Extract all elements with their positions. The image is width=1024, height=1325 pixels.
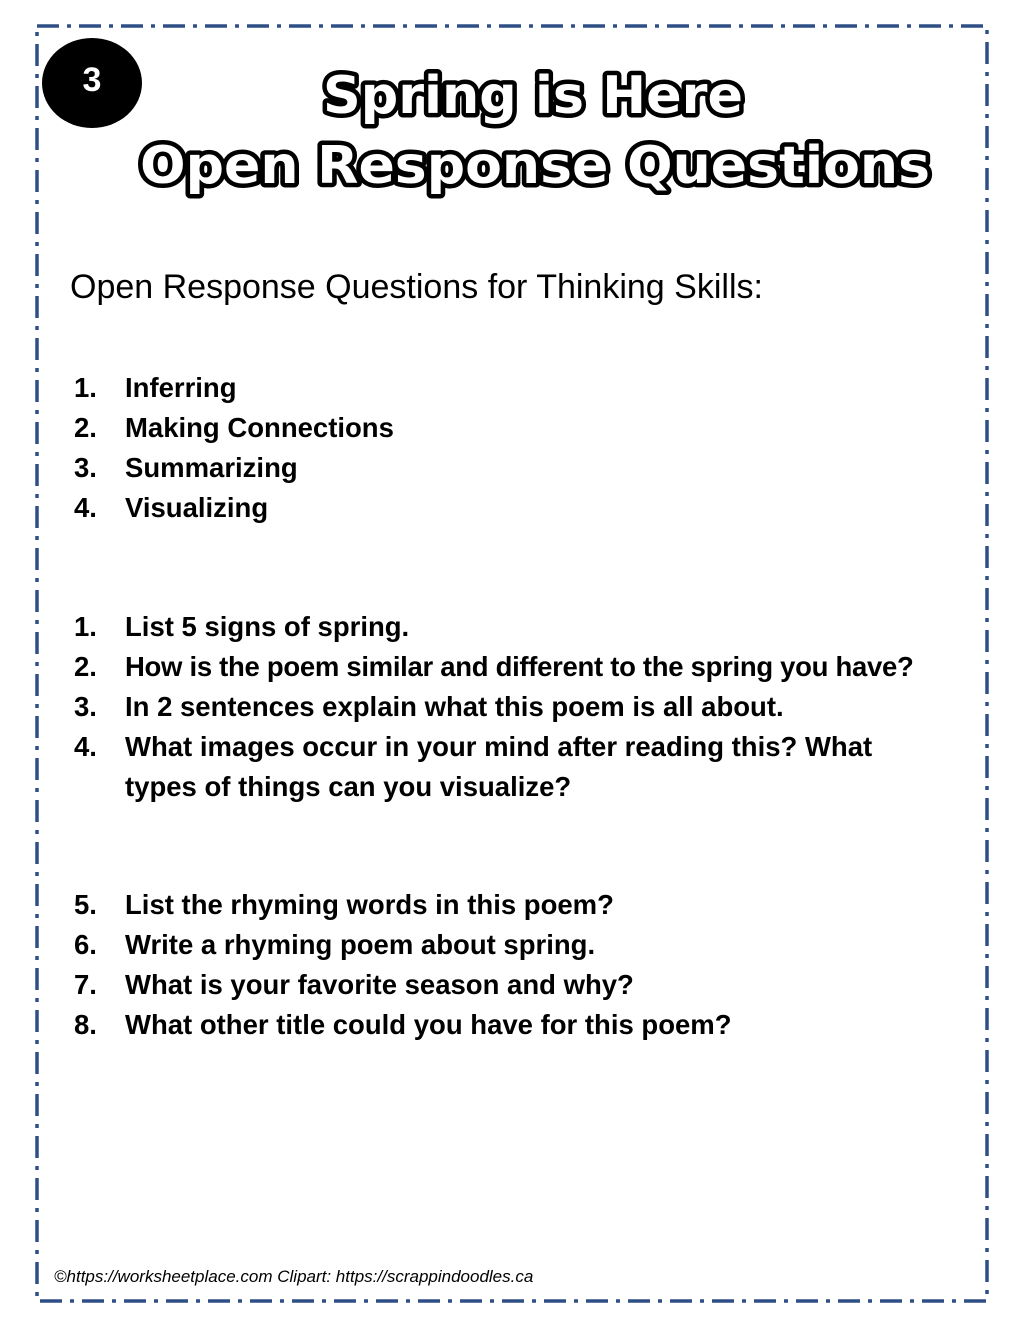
item-text: List the rhyming words in this poem? [125, 889, 614, 920]
list-item [74, 607, 995, 647]
item-number: 2. [74, 412, 97, 443]
item-number: 1. [74, 611, 97, 642]
footer-credit: ©https://worksheetplace.com Clipart: https://scrappindoodles.ca [54, 1267, 534, 1286]
item-number: 1. [74, 372, 97, 403]
list-item [74, 727, 995, 807]
item-number: 3. [74, 691, 97, 722]
item-number: 4. [74, 492, 97, 523]
page-number: 3 [82, 61, 102, 99]
item-text: Write a rhyming poem about spring. [125, 929, 596, 960]
item-number: 2. [74, 651, 97, 682]
item-text: Visualizing [125, 492, 269, 523]
item-number: 6. [74, 929, 97, 960]
list-item [74, 647, 995, 687]
item-text: In 2 sentences explain what this poem is all about. [125, 691, 784, 722]
item-number: 8. [74, 1009, 97, 1040]
title-line-2: Open Response Questions [140, 136, 930, 196]
list-item [74, 925, 995, 965]
list-item [74, 885, 995, 925]
questions-list-part-1 [74, 607, 995, 807]
item-number: 7. [74, 969, 97, 1000]
list-item [74, 408, 995, 448]
list-item [74, 488, 995, 528]
list-item [74, 965, 995, 1005]
item-text: What images occur in your mind after reading this? What types of things can you visualize? [125, 731, 873, 802]
item-text: Summarizing [125, 452, 298, 483]
item-number: 5. [74, 889, 97, 920]
item-number: 4. [74, 731, 97, 762]
item-text: Making Connections [125, 412, 394, 443]
item-text: What is your favorite season and why? [125, 969, 634, 1000]
item-number: 3. [74, 452, 97, 483]
title-block [0, 0, 1024, 220]
section-heading: Open Response Questions for Thinking Skills: [70, 268, 763, 306]
thinking-skills-list [74, 368, 995, 528]
item-text: How is the poem similar and different to the spring you have? [125, 651, 914, 682]
questions-list-part-2 [74, 885, 995, 1045]
item-text: What other title could you have for this poem? [125, 1009, 732, 1040]
item-text: List 5 signs of spring. [125, 611, 410, 642]
list-item [74, 448, 995, 488]
item-text: Inferring [125, 372, 237, 403]
title-line-1: Spring is Here [323, 66, 743, 126]
list-item [74, 1005, 995, 1045]
list-item [74, 687, 995, 727]
list-item [74, 368, 995, 408]
